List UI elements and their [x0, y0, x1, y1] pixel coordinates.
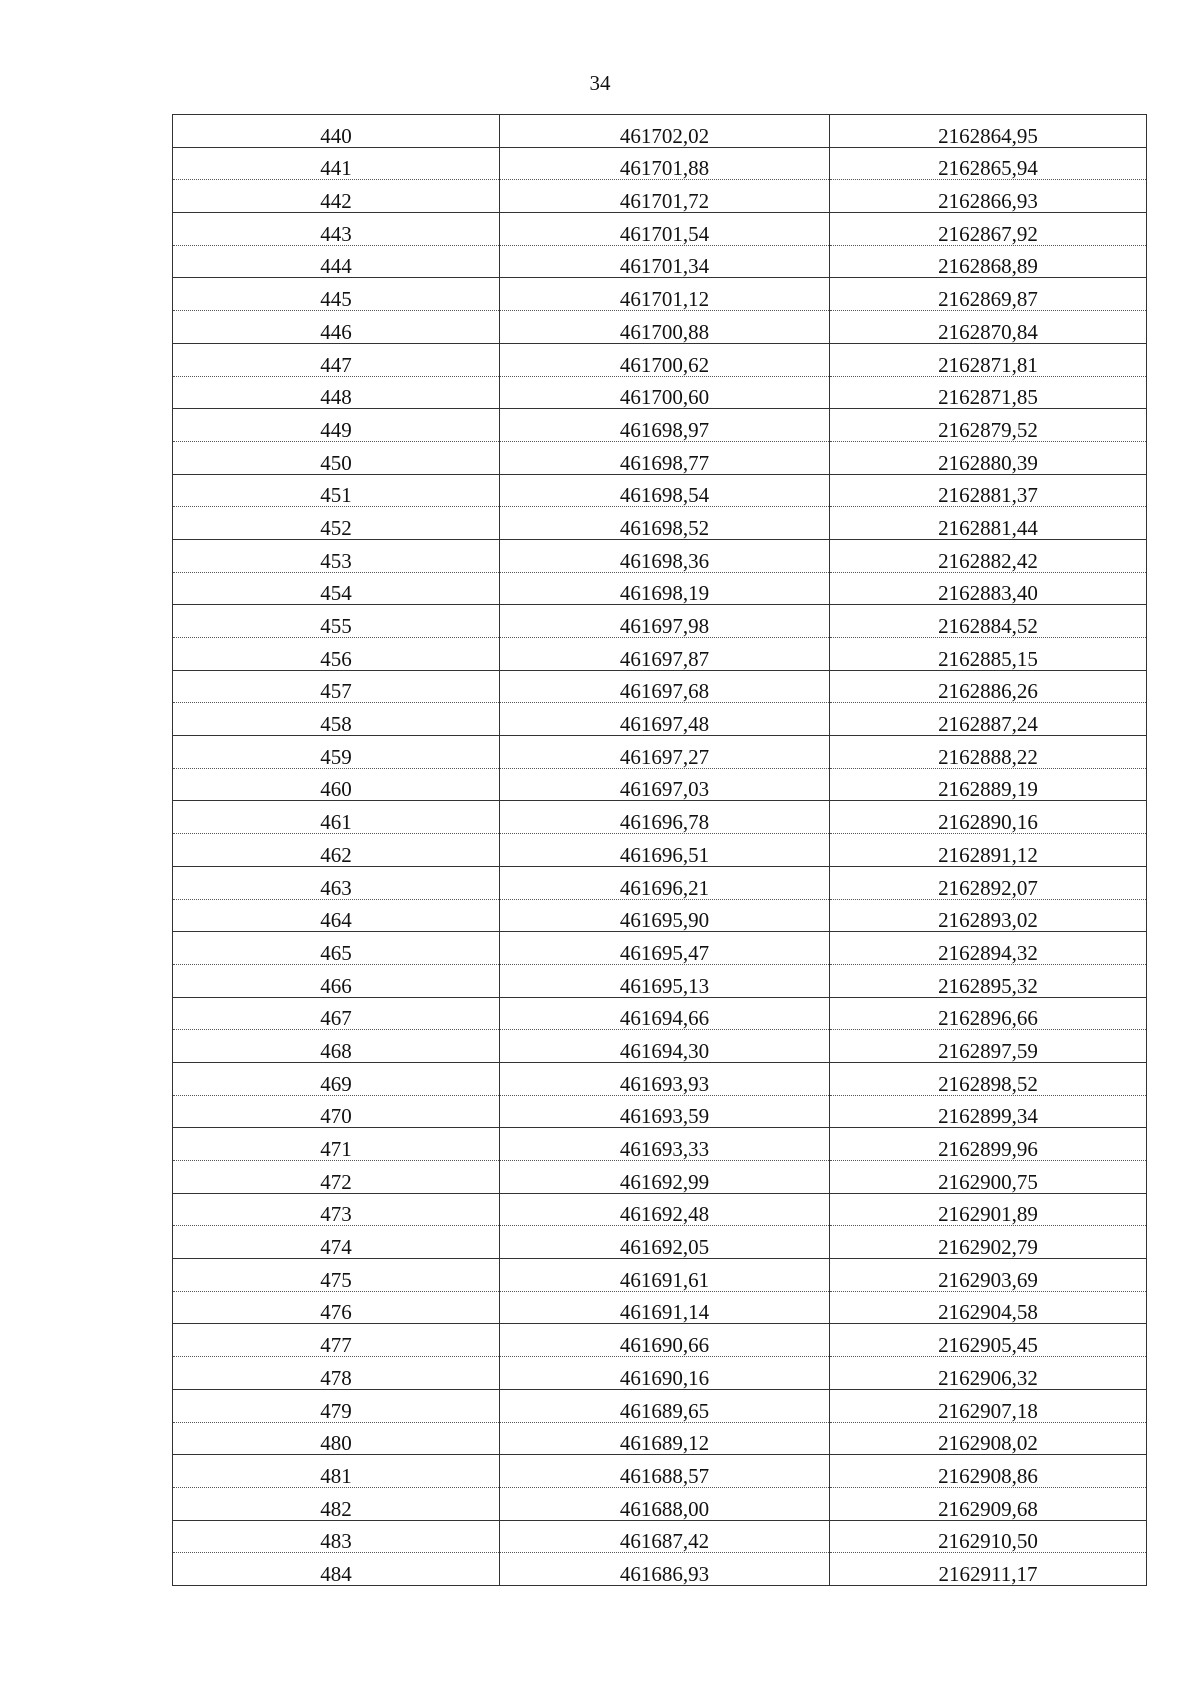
x-coordinate-cell: 461689,12 [500, 1422, 830, 1455]
point-number-cell: 442 [173, 180, 500, 213]
point-number-cell: 477 [173, 1324, 500, 1357]
table-row [173, 932, 1147, 965]
y-coordinate-cell: 2162902,79 [830, 1226, 1147, 1259]
y-coordinate-cell: 2162887,24 [830, 703, 1147, 736]
point-number-cell: 484 [173, 1553, 500, 1586]
x-coordinate-cell: 461700,88 [500, 311, 830, 344]
point-number-cell: 460 [173, 768, 500, 801]
table-row [173, 899, 1147, 932]
x-coordinate-cell: 461688,57 [500, 1455, 830, 1488]
point-number-cell: 480 [173, 1422, 500, 1455]
point-number-cell: 449 [173, 409, 500, 442]
y-coordinate-cell: 2162897,59 [830, 1030, 1147, 1063]
x-coordinate-cell: 461701,12 [500, 278, 830, 311]
point-number-cell: 453 [173, 539, 500, 572]
point-number-cell: 456 [173, 638, 500, 671]
y-coordinate-cell: 2162895,32 [830, 964, 1147, 997]
table-row [173, 1455, 1147, 1488]
table-row [173, 1095, 1147, 1128]
x-coordinate-cell: 461701,72 [500, 180, 830, 213]
point-number-cell: 474 [173, 1226, 500, 1259]
y-coordinate-cell: 2162904,58 [830, 1291, 1147, 1324]
x-coordinate-cell: 461692,05 [500, 1226, 830, 1259]
y-coordinate-cell: 2162899,34 [830, 1095, 1147, 1128]
y-coordinate-cell: 2162883,40 [830, 572, 1147, 605]
point-number-cell: 448 [173, 376, 500, 409]
table-row [173, 866, 1147, 899]
x-coordinate-cell: 461695,90 [500, 899, 830, 932]
y-coordinate-cell: 2162888,22 [830, 736, 1147, 769]
table-row [173, 1259, 1147, 1292]
page-number: 34 [589, 71, 611, 95]
y-coordinate-cell: 2162909,68 [830, 1487, 1147, 1520]
point-number-cell: 443 [173, 213, 500, 246]
table-row [173, 539, 1147, 572]
y-coordinate-cell: 2162898,52 [830, 1062, 1147, 1095]
table-row [173, 409, 1147, 442]
x-coordinate-cell: 461692,99 [500, 1161, 830, 1194]
point-number-cell: 440 [173, 115, 500, 148]
point-number-cell: 482 [173, 1487, 500, 1520]
x-coordinate-cell: 461696,21 [500, 866, 830, 899]
table-row [173, 1487, 1147, 1520]
x-coordinate-cell: 461694,30 [500, 1030, 830, 1063]
x-coordinate-cell: 461697,98 [500, 605, 830, 638]
x-coordinate-cell: 461698,36 [500, 539, 830, 572]
table-row [173, 572, 1147, 605]
y-coordinate-cell: 2162869,87 [830, 278, 1147, 311]
point-number-cell: 441 [173, 147, 500, 180]
x-coordinate-cell: 461693,33 [500, 1128, 830, 1161]
table-row [173, 703, 1147, 736]
point-number-cell: 458 [173, 703, 500, 736]
x-coordinate-cell: 461690,66 [500, 1324, 830, 1357]
point-number-cell: 471 [173, 1128, 500, 1161]
table-row [173, 1324, 1147, 1357]
y-coordinate-cell: 2162889,19 [830, 768, 1147, 801]
y-coordinate-cell: 2162867,92 [830, 213, 1147, 246]
point-number-cell: 459 [173, 736, 500, 769]
point-number-cell: 454 [173, 572, 500, 605]
point-number-cell: 479 [173, 1389, 500, 1422]
table-row [173, 441, 1147, 474]
x-coordinate-cell: 461691,61 [500, 1259, 830, 1292]
y-coordinate-cell: 2162906,32 [830, 1357, 1147, 1390]
y-coordinate-cell: 2162870,84 [830, 311, 1147, 344]
table-row [173, 670, 1147, 703]
table-row [173, 376, 1147, 409]
x-coordinate-cell: 461701,34 [500, 245, 830, 278]
point-number-cell: 473 [173, 1193, 500, 1226]
x-coordinate-cell: 461693,59 [500, 1095, 830, 1128]
y-coordinate-cell: 2162871,85 [830, 376, 1147, 409]
y-coordinate-cell: 2162908,86 [830, 1455, 1147, 1488]
y-coordinate-cell: 2162890,16 [830, 801, 1147, 834]
point-number-cell: 470 [173, 1095, 500, 1128]
x-coordinate-cell: 461696,78 [500, 801, 830, 834]
x-coordinate-cell: 461701,54 [500, 213, 830, 246]
x-coordinate-cell: 461700,62 [500, 343, 830, 376]
y-coordinate-cell: 2162907,18 [830, 1389, 1147, 1422]
y-coordinate-cell: 2162866,93 [830, 180, 1147, 213]
x-coordinate-cell: 461697,68 [500, 670, 830, 703]
x-coordinate-cell: 461698,52 [500, 507, 830, 540]
table-row [173, 1062, 1147, 1095]
y-coordinate-cell: 2162880,39 [830, 441, 1147, 474]
point-number-cell: 469 [173, 1062, 500, 1095]
point-number-cell: 450 [173, 441, 500, 474]
y-coordinate-cell: 2162899,96 [830, 1128, 1147, 1161]
x-coordinate-cell: 461697,03 [500, 768, 830, 801]
table-row [173, 1357, 1147, 1390]
x-coordinate-cell: 461692,48 [500, 1193, 830, 1226]
table-row [173, 343, 1147, 376]
y-coordinate-cell: 2162886,26 [830, 670, 1147, 703]
y-coordinate-cell: 2162903,69 [830, 1259, 1147, 1292]
point-number-cell: 463 [173, 866, 500, 899]
point-number-cell: 476 [173, 1291, 500, 1324]
table-row [173, 997, 1147, 1030]
y-coordinate-cell: 2162911,17 [830, 1553, 1147, 1586]
table-row [173, 1226, 1147, 1259]
point-number-cell: 465 [173, 932, 500, 965]
y-coordinate-cell: 2162868,89 [830, 245, 1147, 278]
point-number-cell: 444 [173, 245, 500, 278]
x-coordinate-cell: 461698,97 [500, 409, 830, 442]
y-coordinate-cell: 2162893,02 [830, 899, 1147, 932]
x-coordinate-cell: 461702,02 [500, 115, 830, 148]
point-number-cell: 461 [173, 801, 500, 834]
y-coordinate-cell: 2162885,15 [830, 638, 1147, 671]
y-coordinate-cell: 2162871,81 [830, 343, 1147, 376]
table-row [173, 115, 1147, 148]
point-number-cell: 483 [173, 1520, 500, 1553]
x-coordinate-cell: 461688,00 [500, 1487, 830, 1520]
point-number-cell: 447 [173, 343, 500, 376]
coordinates-table-body [173, 115, 1147, 1586]
table-row [173, 1161, 1147, 1194]
table-row [173, 507, 1147, 540]
table-row [173, 1291, 1147, 1324]
point-number-cell: 466 [173, 964, 500, 997]
x-coordinate-cell: 461696,51 [500, 834, 830, 867]
table-row [173, 605, 1147, 638]
x-coordinate-cell: 461695,47 [500, 932, 830, 965]
table-row [173, 964, 1147, 997]
x-coordinate-cell: 461695,13 [500, 964, 830, 997]
table-row [173, 768, 1147, 801]
x-coordinate-cell: 461698,19 [500, 572, 830, 605]
y-coordinate-cell: 2162882,42 [830, 539, 1147, 572]
table-row [173, 147, 1147, 180]
table-row [173, 1520, 1147, 1553]
point-number-cell: 478 [173, 1357, 500, 1390]
y-coordinate-cell: 2162896,66 [830, 997, 1147, 1030]
table-row [173, 1389, 1147, 1422]
x-coordinate-cell: 461689,65 [500, 1389, 830, 1422]
table-row [173, 474, 1147, 507]
y-coordinate-cell: 2162901,89 [830, 1193, 1147, 1226]
table-row [173, 834, 1147, 867]
table-row [173, 1553, 1147, 1586]
x-coordinate-cell: 461686,93 [500, 1553, 830, 1586]
y-coordinate-cell: 2162908,02 [830, 1422, 1147, 1455]
x-coordinate-cell: 461701,88 [500, 147, 830, 180]
x-coordinate-cell: 461691,14 [500, 1291, 830, 1324]
y-coordinate-cell: 2162900,75 [830, 1161, 1147, 1194]
y-coordinate-cell: 2162894,32 [830, 932, 1147, 965]
x-coordinate-cell: 461697,87 [500, 638, 830, 671]
table-row [173, 736, 1147, 769]
x-coordinate-cell: 461693,93 [500, 1062, 830, 1095]
x-coordinate-cell: 461694,66 [500, 997, 830, 1030]
point-number-cell: 472 [173, 1161, 500, 1194]
y-coordinate-cell: 2162910,50 [830, 1520, 1147, 1553]
table-row [173, 245, 1147, 278]
point-number-cell: 464 [173, 899, 500, 932]
table-row [173, 638, 1147, 671]
x-coordinate-cell: 461698,77 [500, 441, 830, 474]
coordinates-table [172, 114, 1147, 1586]
point-number-cell: 481 [173, 1455, 500, 1488]
table-row [173, 1193, 1147, 1226]
x-coordinate-cell: 461700,60 [500, 376, 830, 409]
table-row [173, 1422, 1147, 1455]
y-coordinate-cell: 2162881,37 [830, 474, 1147, 507]
point-number-cell: 457 [173, 670, 500, 703]
y-coordinate-cell: 2162865,94 [830, 147, 1147, 180]
table-row [173, 311, 1147, 344]
point-number-cell: 468 [173, 1030, 500, 1063]
point-number-cell: 446 [173, 311, 500, 344]
point-number-cell: 475 [173, 1259, 500, 1292]
table-row [173, 1030, 1147, 1063]
table-row [173, 1128, 1147, 1161]
x-coordinate-cell: 461698,54 [500, 474, 830, 507]
x-coordinate-cell: 461687,42 [500, 1520, 830, 1553]
y-coordinate-cell: 2162881,44 [830, 507, 1147, 540]
x-coordinate-cell: 461697,48 [500, 703, 830, 736]
table-row [173, 180, 1147, 213]
point-number-cell: 455 [173, 605, 500, 638]
y-coordinate-cell: 2162879,52 [830, 409, 1147, 442]
y-coordinate-cell: 2162892,07 [830, 866, 1147, 899]
table-row [173, 213, 1147, 246]
y-coordinate-cell: 2162891,12 [830, 834, 1147, 867]
y-coordinate-cell: 2162884,52 [830, 605, 1147, 638]
table-row [173, 801, 1147, 834]
point-number-cell: 467 [173, 997, 500, 1030]
point-number-cell: 462 [173, 834, 500, 867]
y-coordinate-cell: 2162864,95 [830, 115, 1147, 148]
point-number-cell: 445 [173, 278, 500, 311]
point-number-cell: 451 [173, 474, 500, 507]
x-coordinate-cell: 461697,27 [500, 736, 830, 769]
table-row [173, 278, 1147, 311]
point-number-cell: 452 [173, 507, 500, 540]
y-coordinate-cell: 2162905,45 [830, 1324, 1147, 1357]
x-coordinate-cell: 461690,16 [500, 1357, 830, 1390]
